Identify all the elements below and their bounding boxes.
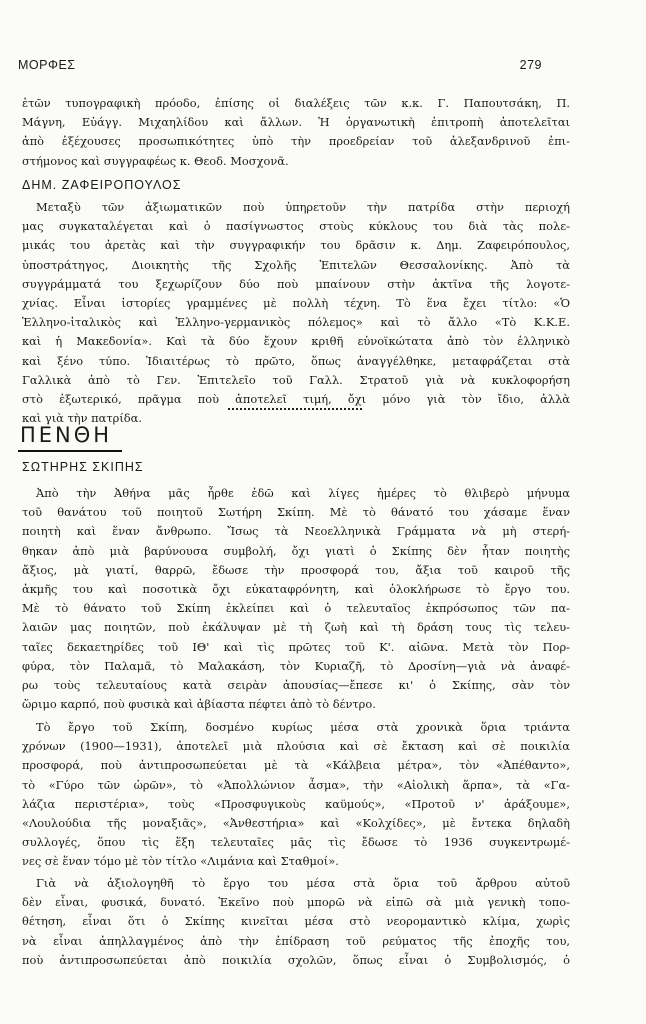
text-line: Γιὰ νὰ ἀξιολογηθῆ τὸ ἔργο του μέσα στὰ ὅρια τοῦ ἄρθρου αὐτοῦ (36, 876, 570, 890)
dotted-separator (228, 408, 362, 410)
text-line: Τὸ ἔργο τοῦ Σκίπη, δοσμένο κυρίως μέσα στὰ χρονικὰ ὅρια τριάντα (36, 720, 570, 734)
text-line: μας συγκαταλέγεται καὶ ὁ πασίγνωστος στοὺς κύκλους του διὰ τὰς πολε- (22, 219, 570, 234)
text-line: Μὲ τὸ θάνατο τοῦ Σκίπη ἐκλείπει καὶ ὁ τελευταῖος ἐκπρόσωπος τῶν πα- (22, 601, 570, 616)
text-line: λάζια περιστέρια», τοὺς «Προσφυγικοὺς καϋμούς», «Προτοῦ ν' ἀράξουμε», (22, 796, 570, 811)
text-line: καὶ ἡ Μακεδονία». Καὶ τὰ δύο ἔχουν κριθῆ εὐνοϊκώτατα ἀπὸ τὸν ἑλληνικὸ (22, 334, 570, 349)
section-title: ΠΕΝΘΗ (20, 423, 113, 447)
text-line: ἀπὸ ἐξέχουσες προσωπικότητες ὑπὸ τὴν προεδρείαν τοῦ ἀλεξανδρινοῦ ἐπι- (22, 134, 570, 149)
text-line: Μάγνη, Εὐάγγ. Μιχαηλίδου καὶ ἄλλων. Ἡ ὀργανωτικὴ ἐπιτροπὴ ἀποτελεῖται (22, 115, 570, 130)
text-line: τὸ «Γύρο τῶν ὡρῶν», τὸ «Ἀπολλώνιον ἆσμα», τὴν «Αἰολικὴ ἅρπα», τὰ «Γα- (22, 777, 570, 792)
text-line: Ἀπὸ τὴν Ἀθήνα μᾶς ἦρθε ἐδῶ καὶ λίγες ἡμέρες τὸ θλιβερὸ μήνυμα (36, 486, 570, 500)
text-line: δὲν εἶναι, φυσικά, δυνατό. Ἐκεῖνο ποὺ μπορῶ νὰ εἰπῶ σὰ μιὰ γενικὴ τοπο- (22, 895, 570, 910)
text-line: μικάς του ἀρετὰς καὶ τὴν συγγραφικήν του δρᾶσιν κ. Δημ. Ζαφειρόπουλος, (22, 238, 570, 253)
paragraph-obituary-intro (22, 484, 570, 714)
paragraph-evaluation (22, 874, 570, 970)
text-line: καὶ γιὰ τὴν πατρίδα. (22, 411, 142, 426)
text-line: ὑποστράτηγος, Διοικητὴς τῆς Σχολῆς Ἐπιτελῶν Θεσσαλονίκης. Ἀπὸ τὰ (22, 257, 570, 272)
text-line: συγγράμματά του ξεχωρίζουν δύο ποὺ μπαίνουν στὴν ἀκτῖνα τῆς λογοτε- (22, 276, 570, 291)
text-line: στὸ ἐξωτερικό, πρᾶγμα ποὺ ἀποτελεῖ τιμή, ὄχι μόνο γιὰ τὸν ἴδιο, ἀλλὰ (22, 392, 570, 407)
text-line: νες σὲ ἕναν τόμο μὲ τὸν τίτλο «Λιμάνια καὶ Σταθμοί». (22, 854, 339, 869)
text-line: προσφορά, ποὺ ἀντιπροσωπεύεται μὲ τὰ «Κάλβεια μέτρα», τὸν «Ἀπέθαντο», (22, 758, 570, 773)
journal-title: ΜΟΡΦΕΣ (18, 58, 76, 72)
text-line: τοῦ θανάτου τοῦ ποιητοῦ Σωτήρη Σκίπη. Μὲ τὸ θάνατό του χάσαμε ἕναν (22, 505, 570, 520)
text-line: ὥριμο καρπό, ποὺ φυσικὰ καὶ ἀβίαστα πέφτει ἀπὸ τὸ δέντρο. (22, 697, 376, 712)
running-header (18, 58, 542, 72)
text-line: λαιῶν μας ποιητῶν, ποὺ ἐκάλυψαν μὲ τὴ ζωὴ καὶ τὴ δράση τους τὶς τελευ- (22, 620, 570, 635)
paragraph-zafeiropoulos (22, 198, 570, 428)
text-line: ἀκμῆς του καὶ ποσοτικὰ ὄχι εὐκαταφρόνητη, καὶ ὁλοκλήρωσε τὸ ἔργο του. (22, 582, 570, 597)
text-line: συλλογές, ὅπου τὶς ἕξη τελευταῖες μᾶς τὶς ἔδωσε τὸ 1936 συγκεντρωμέ- (22, 835, 570, 850)
text-line: Ἑλληνο-ἰταλικὸς καὶ Ἑλληνο-γερμανικὸς πόλεμος» καὶ τὸ ἄλλο «Τὸ Κ.Κ.Ε. (22, 315, 570, 330)
text-line: ποιητὴ καὶ ἕναν ἄνθρωπο. Ἴσως τὰ Νεοελληνικὰ Γράμματα νὰ μὴ στερή- (22, 524, 570, 539)
text-line: ρω τοὺς τελευταίους κατὰ σειρὰν ἀπουσίας—ἔπεσε κι' ὁ Σκίπης, σὰν τὸν (22, 678, 570, 693)
text-line: θέτηση, εἶναι ὅτι ὁ Σκίπης κινεῖται μέσα στὸ νεορομαντικὸ κλίμα, χωρὶς (22, 914, 570, 929)
text-line: «Λουλούδια τῆς μοναξιᾶς», «Ἀνθεστήρια» καὶ «Κολχίδες», μὲ ἔντεκα δηλαδὴ (22, 816, 570, 831)
text-line: χνίας. Εἶναι ἱστορίες γραμμένες μὲ πολλὴ τέχνη. Τὸ ἕνα ἔχει τίτλο: «Ὁ (22, 296, 570, 311)
section-title-underline (18, 450, 122, 452)
text-line: ἄξιος, μὰ γιατί, θαρρῶ, ἔδωσε τὴν προσφορά του, ἄξια τοῦ καιροῦ τῆς (22, 562, 570, 577)
text-line: νὰ εἶναι ἀπηλλαγμένος ἀπὸ τὴν ἐπίδραση τοῦ ρεύματος τῆς ἐποχῆς του, (22, 933, 570, 948)
text-line: στήμονος καὶ συγγραφέως κ. Θεοδ. Μοσχονᾶ. (22, 153, 289, 168)
text-line: Μεταξὺ τῶν ἀξιωματικῶν ποὺ ὑπηρετοῦν τὴν πατρίδα στὴν περιοχή (36, 200, 570, 214)
text-line: θηκαν ἀπὸ μιὰ βαρύνουσα συμβολή, ὄχι γιατὶ ὁ Σκίπης δὲν ἦταν ποιητὴς (22, 543, 570, 558)
text-line: Γαλλικὰ ἀπὸ τὸ Γεν. Ἐπιτελεῖο τοῦ Γαλλ. Στρατοῦ γιὰ νὰ κυκλοφορήση (22, 372, 570, 387)
author-heading: ΔΗΜ. ΖΑΦΕΙΡΟΠΟΥΛΟΣ (22, 178, 182, 192)
text-line: ἐτῶν τυπογραφικὴ πρόοδο, ἐπίσης οἱ διαλέξεις τῶν κ.κ. Γ. Παπουτσάκη, Π. (22, 96, 570, 110)
paragraph-exhibition (22, 94, 570, 171)
text-line: ποὺ ἀντιπροσωπεύεται ἀπὸ ποικιλία σχολῶν, ὅπως εἶναι ὁ Συμβολισμός, ὁ (22, 952, 570, 967)
text-line: χρόνων (1900—1931), ἀποτελεῖ μιὰ πλούσια καὶ σὲ ἔκταση καὶ σὲ ποικιλία (22, 739, 570, 754)
text-line: ταῖες δεκαετηρίδες τοῦ ΙΘ' καὶ τὶς πρῶτες τοῦ Κ'. αἰῶνα. Μετὰ τὸν Πορ- (22, 639, 570, 654)
text-line: καὶ ξένο τύπο. Ἰδιαιτέρως τὸ πρῶτο, ὅπως ἀναγγέλθηκε, μεταφράζεται στὰ (22, 353, 570, 368)
text-line: φύρα, τὸν Παλαμᾶ, τὸ Μαλακάση, τὸν Κυριαζῆ, τὸ Δροσίνη—γιὰ νὰ ἀναφέ- (22, 658, 570, 673)
paragraph-works (22, 718, 570, 872)
author-heading: ΣΩΤΗΡΗΣ ΣΚΙΠΗΣ (22, 460, 144, 474)
page-number: 279 (519, 58, 542, 72)
